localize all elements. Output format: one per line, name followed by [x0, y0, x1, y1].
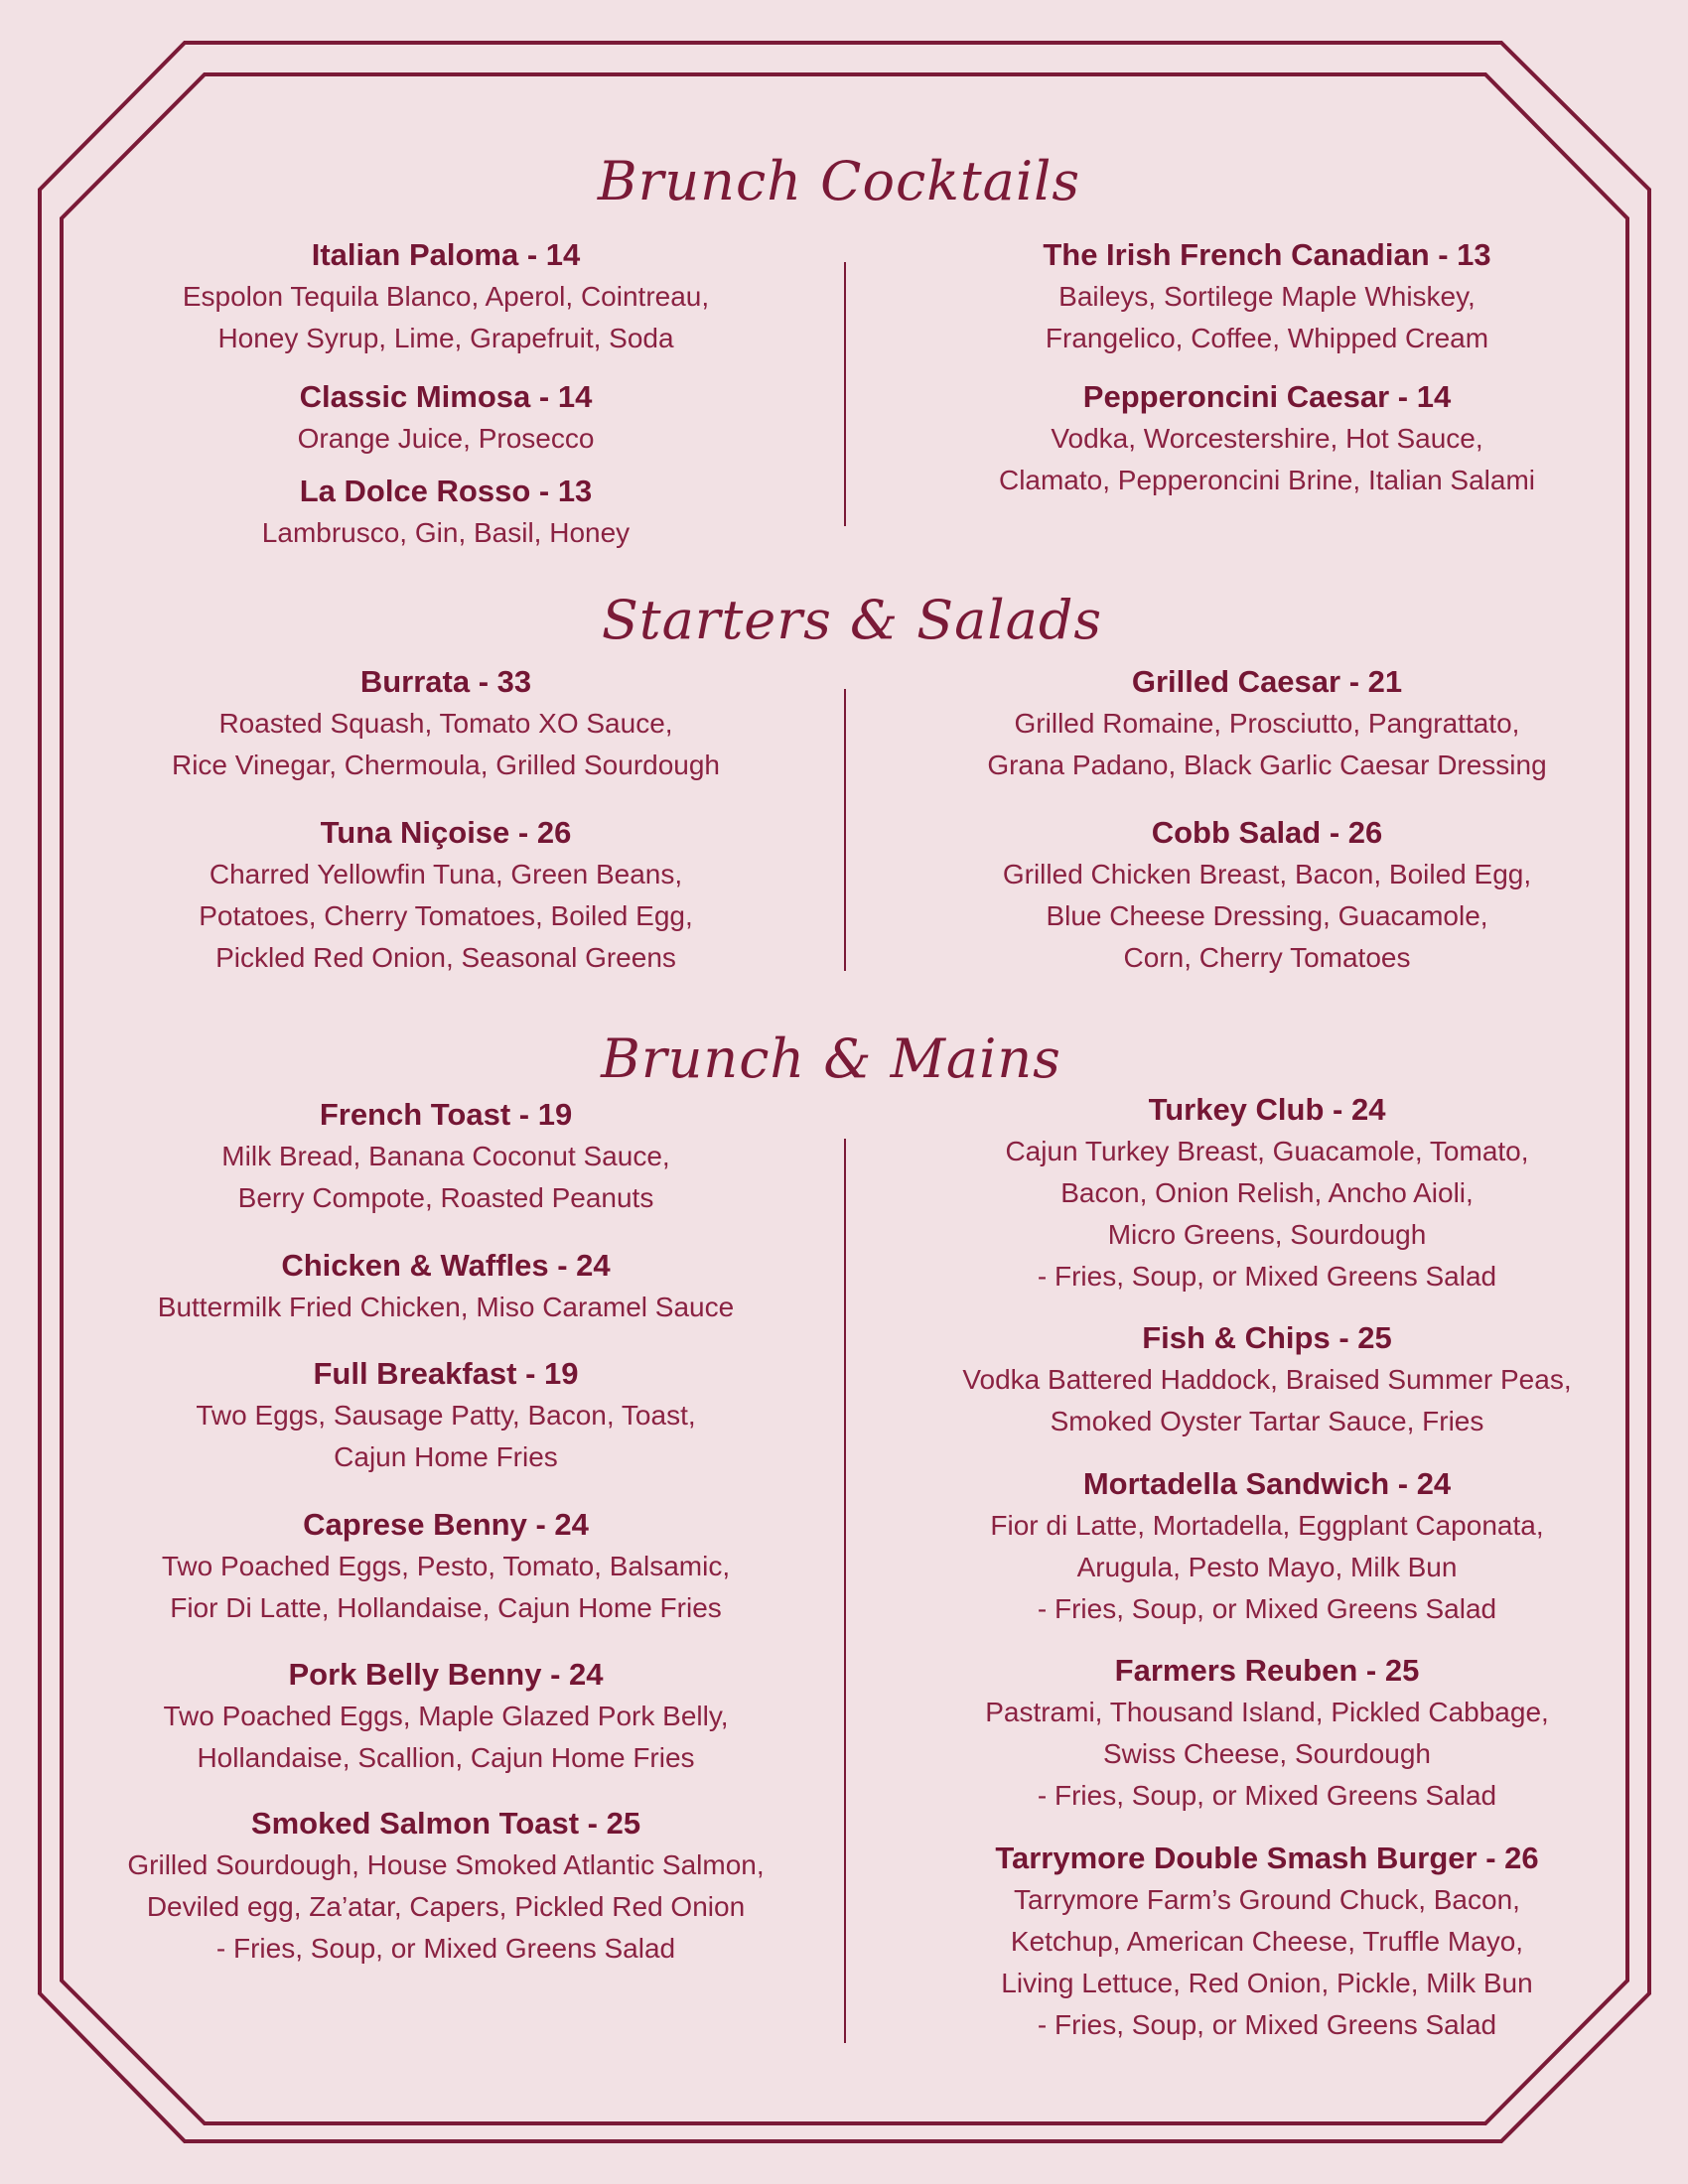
menu-item-description: Micro Greens, Sourdough: [1107, 1219, 1427, 1250]
menu-item-description: Charred Yellowfin Tuna, Green Beans,: [209, 859, 683, 889]
menu-item: [880, 1463, 1654, 1630]
menu-item-name: Fish & Chips - 25: [1142, 1320, 1392, 1355]
menu-item-name: French Toast - 19: [319, 1097, 573, 1132]
menu-item: [880, 234, 1654, 359]
menu-item-description: Fior Di Latte, Hollandaise, Cajun Home Fries: [170, 1592, 722, 1623]
menu-item-name: Pepperoncini Caesar - 14: [1082, 379, 1452, 414]
menu-item-description: Bacon, Onion Relish, Ancho Aioli,: [1060, 1177, 1474, 1208]
menu-item-description: Honey Syrup, Lime, Grapefruit, Soda: [217, 323, 674, 353]
menu-item-description: Grana Padano, Black Garlic Caesar Dressing: [987, 750, 1547, 780]
menu-item-description: Tarrymore Farm’s Ground Chuck, Bacon,: [1014, 1884, 1520, 1915]
menu-item-name: Tarrymore Double Smash Burger - 26: [995, 1841, 1539, 1875]
menu-item-description: Orange Juice, Prosecco: [297, 423, 595, 454]
menu-item-description: Pickled Red Onion, Seasonal Greens: [215, 942, 676, 973]
menu-item-description: Buttermilk Fried Chicken, Miso Caramel Sauce: [157, 1292, 735, 1322]
menu-item: [59, 471, 833, 554]
menu-item-description: - Fries, Soup, or Mixed Greens Salad: [1037, 1261, 1497, 1292]
menu-item: [880, 1317, 1654, 1442]
menu-item-description: Swiss Cheese, Sourdough: [1103, 1738, 1431, 1769]
section-title-starters-salads: Starters & Salads: [601, 589, 1103, 651]
menu-item-name: Cobb Salad - 26: [1151, 815, 1383, 850]
menu-item-description: Rice Vinegar, Chermoula, Grilled Sourdough: [171, 750, 720, 780]
menu-item-description: Grilled Sourdough, House Smoked Atlantic Salmon,: [127, 1849, 765, 1880]
menu-item-description: Frangelico, Coffee, Whipped Cream: [1045, 323, 1489, 353]
menu-item-name: Classic Mimosa - 14: [299, 379, 593, 414]
menu-item: [880, 1838, 1654, 2046]
menu-item-description: Fior di Latte, Mortadella, Eggplant Caponata,: [990, 1510, 1544, 1541]
menu-item: [59, 376, 833, 460]
menu-item-description: Cajun Turkey Breast, Guacamole, Tomato,: [1005, 1136, 1529, 1166]
menu-item: [880, 1089, 1654, 1297]
menu-item-description: - Fries, Soup, or Mixed Greens Salad: [1037, 2009, 1497, 2040]
menu-item: [880, 661, 1654, 786]
column-divider: [844, 1139, 846, 2043]
menu-item: [880, 376, 1654, 501]
menu-item-description: Deviled egg, Za’atar, Capers, Pickled Red Onion: [146, 1891, 746, 1922]
menu-item-description: - Fries, Soup, or Mixed Greens Salad: [215, 1933, 676, 1964]
menu-item: [59, 234, 833, 359]
section-title-brunch-mains: Brunch & Mains: [601, 1027, 1061, 1090]
menu-item: [59, 1654, 833, 1779]
menu-item-description: Corn, Cherry Tomatoes: [1123, 942, 1411, 973]
column-divider: [844, 262, 846, 526]
menu-item-description: Pastrami, Thousand Island, Pickled Cabbage,: [985, 1697, 1549, 1727]
menu-item-name: Turkey Club - 24: [1148, 1092, 1386, 1127]
menu-item-description: Smoked Oyster Tartar Sauce, Fries: [1050, 1406, 1484, 1436]
menu-item-description: Blue Cheese Dressing, Guacamole,: [1046, 900, 1488, 931]
menu-item-description: Two Eggs, Sausage Patty, Bacon, Toast,: [196, 1400, 696, 1431]
menu-item-name: Pork Belly Benny - 24: [288, 1657, 604, 1692]
menu-item-name: Chicken & Waffles - 24: [281, 1248, 611, 1283]
menu-item-name: La Dolce Rosso - 13: [299, 474, 593, 508]
menu-item-description: Roasted Squash, Tomato XO Sauce,: [218, 708, 673, 739]
menu-item-description: Vodka Battered Haddock, Braised Summer Peas,: [962, 1364, 1572, 1395]
menu-item-description: Hollandaise, Scallion, Cajun Home Fries: [197, 1742, 695, 1773]
menu-item: [59, 1803, 833, 1970]
menu-item-name: Full Breakfast - 19: [313, 1356, 579, 1391]
menu-item-description: Cajun Home Fries: [334, 1441, 558, 1472]
menu-item: [59, 1094, 833, 1219]
menu-item-description: Two Poached Eggs, Maple Glazed Pork Belly,: [163, 1701, 729, 1731]
menu-item-name: Mortadella Sandwich - 24: [1082, 1466, 1452, 1501]
menu-item-name: Burrata - 33: [359, 664, 532, 699]
menu-item-name: Tuna Niçoise - 26: [320, 815, 572, 850]
menu-item: [880, 1650, 1654, 1817]
menu-item-name: Smoked Salmon Toast - 25: [250, 1806, 641, 1841]
menu-item-description: Grilled Romaine, Prosciutto, Pangrattato,: [1014, 708, 1520, 739]
menu-item-description: Milk Bread, Banana Coconut Sauce,: [221, 1141, 670, 1171]
menu-item: [59, 812, 833, 979]
menu-item: [59, 1353, 833, 1478]
menu-item-description: Ketchup, American Cheese, Truffle Mayo,: [1010, 1926, 1524, 1957]
menu-item: [59, 661, 833, 786]
menu-item-description: Espolon Tequila Blanco, Aperol, Cointreau,: [182, 281, 710, 312]
menu-item-description: Living Lettuce, Red Onion, Pickle, Milk Bun: [1001, 1968, 1533, 1998]
menu-item-description: Clamato, Pepperoncini Brine, Italian Salami: [998, 465, 1536, 495]
menu-item-description: Arugula, Pesto Mayo, Milk Bun: [1076, 1552, 1458, 1582]
menu-item-description: Vodka, Worcestershire, Hot Sauce,: [1051, 423, 1483, 454]
menu-item-description: Grilled Chicken Breast, Bacon, Boiled Egg,: [1002, 859, 1532, 889]
menu-item: [59, 1245, 833, 1328]
menu-item-description: Baileys, Sortilege Maple Whiskey,: [1058, 281, 1476, 312]
menu-item-description: Two Poached Eggs, Pesto, Tomato, Balsamic,: [161, 1551, 731, 1581]
menu-item-description: - Fries, Soup, or Mixed Greens Salad: [1037, 1780, 1497, 1811]
menu-item-description: Berry Compote, Roasted Peanuts: [237, 1182, 654, 1213]
menu-item-name: Italian Paloma - 14: [311, 237, 581, 272]
menu-item: [59, 1504, 833, 1629]
menu-item: [880, 812, 1654, 979]
column-divider: [844, 689, 846, 971]
menu-item-description: Potatoes, Cherry Tomatoes, Boiled Egg,: [199, 900, 693, 931]
menu-item-name: Grilled Caesar - 21: [1131, 664, 1403, 699]
menu-item-name: Farmers Reuben - 25: [1114, 1653, 1420, 1688]
menu-item-name: The Irish French Canadian - 13: [1043, 237, 1491, 272]
menu-item-name: Caprese Benny - 24: [303, 1507, 589, 1542]
section-title-brunch-cocktails: Brunch Cocktails: [597, 150, 1081, 212]
menu-item-description: - Fries, Soup, or Mixed Greens Salad: [1037, 1593, 1497, 1624]
menu-item-description: Lambrusco, Gin, Basil, Honey: [261, 517, 631, 548]
